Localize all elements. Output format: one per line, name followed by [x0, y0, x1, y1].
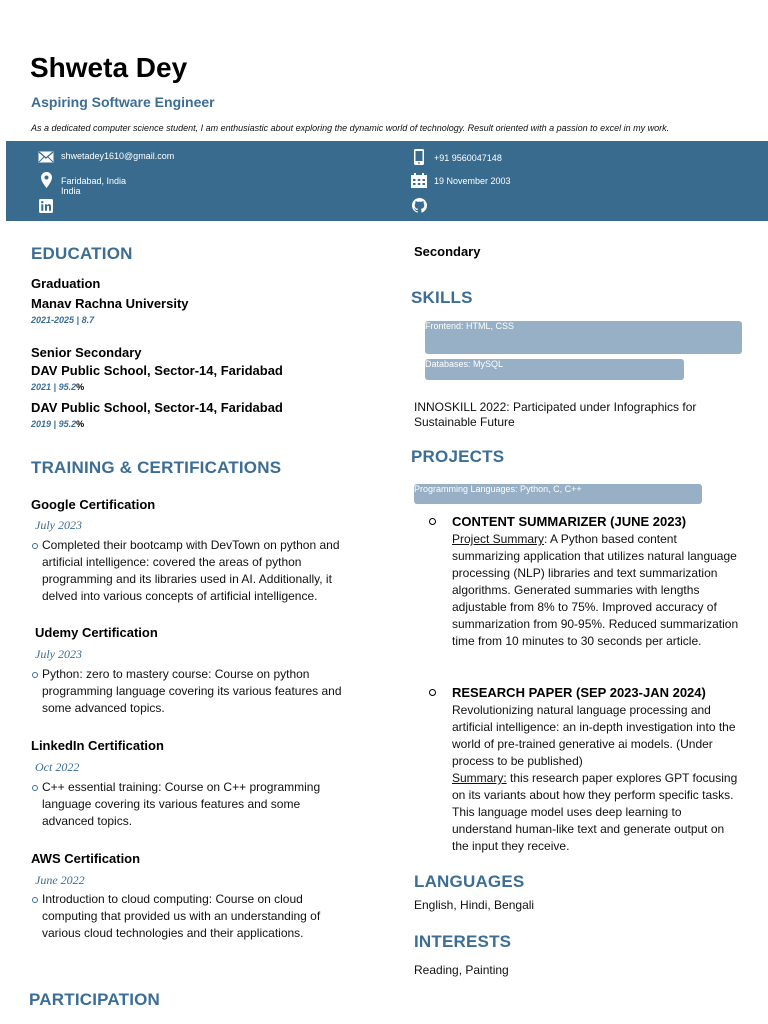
languages-value: English, Hindi, Bengali	[414, 898, 535, 912]
interests-heading: INTERESTS	[414, 932, 512, 951]
certification-title: Google Certification	[31, 497, 156, 512]
languages-heading: LANGUAGES	[414, 872, 525, 891]
project-title: CONTENT SUMMARIZER (JUNE 2023)	[452, 514, 687, 529]
certification-title: Udemy Certification	[35, 625, 158, 640]
bullet-icon	[32, 897, 38, 903]
education-meta: 2021 | 95.2%	[31, 382, 85, 392]
education-years: 2021	[31, 382, 52, 392]
training-heading: TRAINING & CERTIFICATIONS	[31, 458, 282, 477]
certification-title: LinkedIn Certification	[31, 738, 164, 753]
project-title: RESEARCH PAPER (SEP 2023-JAN 2024)	[452, 685, 706, 700]
project-description	[452, 702, 744, 855]
education-level: Graduation	[31, 276, 101, 291]
skill-programming-languages-label: Programming Languages: Python, C, C++	[414, 484, 582, 494]
project-summary-label-suffix: :	[544, 532, 548, 546]
education-years: 2021-2025	[31, 315, 75, 325]
certification-description	[42, 537, 362, 605]
email-text[interactable]: shwetadey1610@gmail.com	[61, 151, 175, 161]
project-summary-label: Summary:	[452, 771, 507, 785]
skills-heading: SKILLS	[411, 288, 473, 307]
location-line1: Faridabad, India	[61, 176, 127, 186]
profile-summary: As a dedicated computer science student, I am enthusiastic about exploring the dynamic world of technology. Result oriented with a passion to excel in my work.	[31, 123, 670, 133]
certification-date: July 2023	[35, 518, 82, 532]
skill-databases-label: Databases: MySQL	[425, 359, 504, 369]
certification-description-text: Introduction to cloud computing: Course on cloud computing that provided us with an understanding of various cloud technologies and their applications.	[42, 892, 321, 940]
location-pin-icon	[41, 172, 52, 188]
education-level: Senior Secondary	[31, 345, 142, 360]
project-summary-label: Project Summary	[452, 532, 545, 546]
project-description	[452, 531, 742, 650]
education-years: 2019	[31, 419, 52, 429]
calendar-icon	[411, 173, 427, 188]
certification-description-text: C++ essential training: Course on C++ programming language covering its various features and some advanced topics.	[42, 780, 321, 828]
education-score: 95.2	[58, 419, 77, 429]
skill-frontend-label: Frontend: HTML, CSS	[425, 321, 515, 331]
skill-bar-programming-languages	[414, 484, 702, 504]
education-school: DAV Public School, Sector-14, Faridabad	[31, 400, 283, 415]
bullet-icon	[32, 543, 38, 549]
certification-description	[42, 666, 362, 717]
education-meta: 2021-2025 | 8.7	[31, 315, 95, 325]
project-summary-text: this research paper explores GPT focusing on its variants about how they perform specific tasks. This language model uses deep learning to understand human-like text and generate output on the input they receive.	[452, 771, 738, 853]
project-bullet-icon	[429, 689, 436, 696]
certification-date: Oct 2022	[35, 760, 80, 774]
project-summary-text: A Python based content summarizing application that utilizes natural language processing (NLP) libraries and text summarization algorithms. Generated summaries with lengths adjustable from 8% to 75%. Improved accuracy of summarization from 90-95%. Reduced summarization time from 10 minutes to 30 seconds per article.	[452, 532, 739, 648]
education-heading: EDUCATION	[31, 244, 133, 263]
email-icon	[38, 151, 54, 163]
candidate-role: Aspiring Software Engineer	[31, 94, 215, 110]
dob-text: 19 November 2003	[434, 176, 511, 186]
location-line2: India	[61, 186, 81, 196]
certification-date: June 2022	[35, 873, 85, 887]
certification-date: July 2023	[35, 647, 82, 661]
education-score: 95.2	[58, 382, 77, 392]
education-score-suffix: %	[76, 382, 85, 392]
education-score-suffix: %	[76, 419, 85, 429]
project-intro-text: Revolutionizing natural language processing and artificial intelligence: an in-depth investigation into the world of pre-trained generative ai models. (Under process to be published)	[452, 703, 736, 768]
bullet-icon	[32, 672, 38, 678]
education-school: DAV Public School, Sector-14, Faridabad	[31, 363, 283, 378]
phone-icon	[414, 149, 424, 165]
certification-title: AWS Certification	[31, 851, 141, 866]
education-score: 8.7	[81, 315, 95, 325]
innoskill-participation: INNOSKILL 2022: Participated under Infographics for Sustainable Future	[414, 400, 697, 429]
bullet-icon	[32, 785, 38, 791]
certification-description-text: Completed their bootcamp with DevTown on python and artificial intelligence: covered the areas of python programming and its libraries used in AI. Additionally, it delved into various concepts of artificial intelligence.	[42, 538, 340, 603]
interests-value: Reading, Painting	[414, 963, 509, 977]
education-meta: 2019 | 95.2%	[31, 419, 85, 429]
phone-text[interactable]: +91 9560047148	[434, 153, 502, 163]
github-icon[interactable]	[412, 198, 427, 213]
contact-band	[6, 141, 768, 221]
certification-description-text: Python: zero to mastery course: Course on python programming language covering its various features and some advanced topics.	[42, 667, 342, 715]
education-school: Manav Rachna University	[31, 296, 189, 311]
candidate-name: Shweta Dey	[30, 52, 188, 83]
skill-bar-frontend	[425, 321, 742, 354]
certification-description	[42, 779, 342, 830]
linkedin-icon[interactable]	[39, 199, 53, 213]
skill-bar-databases	[425, 359, 684, 380]
projects-heading: PROJECTS	[411, 447, 505, 466]
education-level-continued: Secondary	[414, 244, 481, 259]
participation-heading: PARTICIPATION	[29, 990, 161, 1009]
project-bullet-icon	[429, 518, 436, 525]
certification-description	[42, 891, 342, 942]
